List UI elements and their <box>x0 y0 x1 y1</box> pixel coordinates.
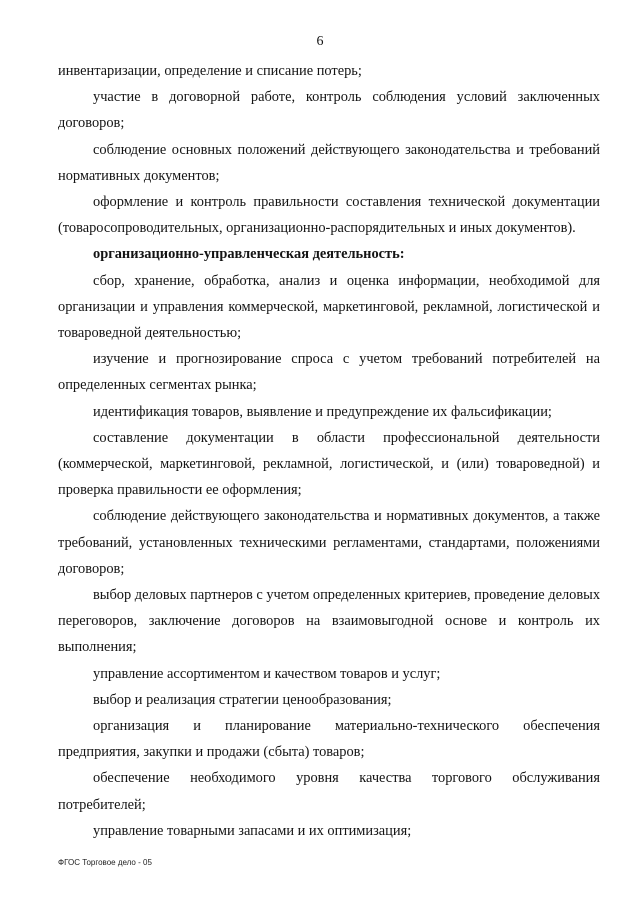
paragraph: обеспечение необходимого уровня качества торгового обслуживания потребителей; <box>58 770 600 813</box>
paragraph: выбор деловых партнеров с учетом определенных критериев, проведение деловых переговоров, заключение договоров на взаимовыгодной основе и контроль их выполнения; <box>58 587 601 656</box>
page-number: 6 <box>316 34 324 49</box>
section-heading: организационно-управленческая деятельность: <box>93 246 405 263</box>
paragraph: организация и планирование материально-технического обеспечения предприятия, закупки и продажи (сбыта) товаров; <box>58 718 600 761</box>
paragraph: идентификация товаров, выявление и предупреждение их фальсификации; <box>93 403 552 420</box>
paragraph: изучение и прогнозирование спроса с учетом требований потребителей на определенных сегментах рынка; <box>58 351 600 394</box>
paragraph: выбор и реализация стратегии ценообразования; <box>93 691 392 708</box>
paragraph: соблюдение действующего законодательства и нормативных документов, а также требований, установленных техническими регламентами, стандартами, положениями договоров; <box>58 508 600 577</box>
page-footer: ФГОС Торговое дело - 05 <box>58 858 152 867</box>
paragraph: управление ассортиментом и качеством товаров и услуг; <box>93 665 441 682</box>
paragraph: оформление и контроль правильности составления технической документации (товаросопроводительных, организационно-распорядительных и иных документов). <box>58 194 600 237</box>
document-body <box>58 58 600 844</box>
paragraph: управление товарными запасами и их оптимизация; <box>93 822 412 839</box>
paragraph: сбор, хранение, обработка, анализ и оценка информации, необходимой для организации и управления коммерческой, маркетинговой, рекламной, логистической и товароведной деятельностью; <box>58 272 600 342</box>
paragraph: соблюдение основных положений действующего законодательства и требований нормативных документов; <box>58 141 600 184</box>
paragraph: участие в договорной работе, контроль соблюдения условий заключенных договоров; <box>58 89 600 132</box>
paragraph: инвентаризации, определение и списание потерь; <box>58 63 362 79</box>
paragraph: составление документации в области профессиональной деятельности (коммерческой, маркетинговой, рекламной, логистической, и (или) товароведной) и проверка правильности ее оформления; <box>58 429 600 499</box>
